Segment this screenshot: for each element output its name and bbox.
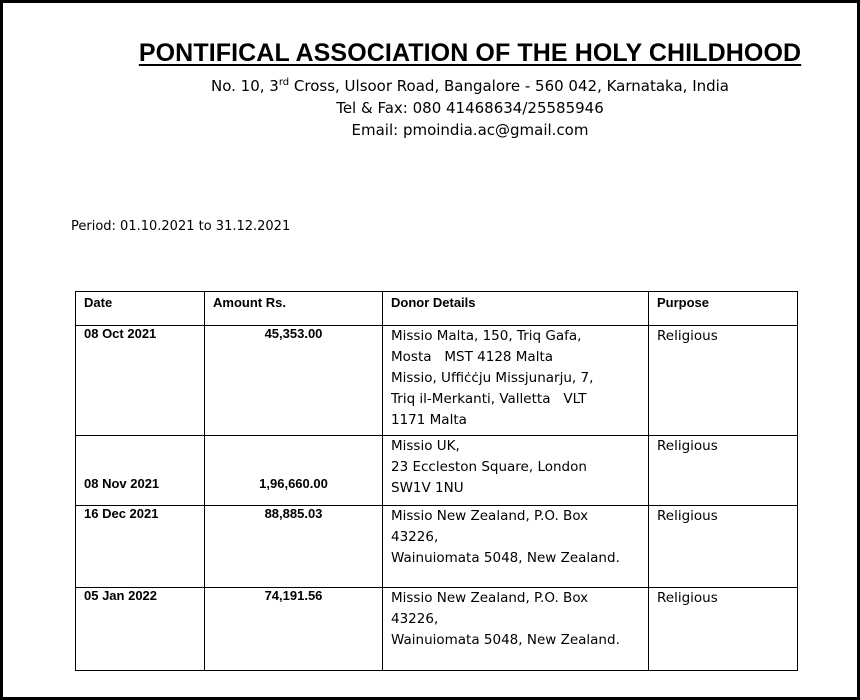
date-cell: 08 Oct 2021 bbox=[76, 326, 205, 436]
donor-line: Missio Malta, 150, Triq Gafa, bbox=[391, 328, 582, 344]
letterhead bbox=[3, 39, 857, 141]
donor-cell bbox=[383, 326, 649, 436]
date-cell: 05 Jan 2022 bbox=[76, 588, 205, 671]
donor-cell bbox=[383, 506, 649, 588]
donor-line: SW1V 1NU bbox=[391, 480, 464, 496]
header-amount: Amount Rs. bbox=[205, 292, 383, 326]
donor-line: Mosta MST 4128 Malta bbox=[391, 349, 554, 365]
donor-cell bbox=[383, 436, 649, 506]
tel-fax-line: Tel & Fax: 080 41468634/25585946 bbox=[336, 99, 604, 117]
address-superscript: rd bbox=[278, 77, 290, 88]
donor-line: Wainuiomata 5048, New Zealand. bbox=[391, 632, 620, 648]
header-date: Date bbox=[76, 292, 205, 326]
organization-title: PONTIFICAL ASSOCIATION OF THE HOLY CHILDHOOD bbox=[138, 39, 802, 67]
address-prefix: No. 10, 3 bbox=[210, 77, 279, 95]
table-row bbox=[76, 506, 798, 588]
table-header-row bbox=[76, 292, 798, 326]
donor-line: 23 Eccleston Square, London bbox=[391, 459, 587, 475]
donations-table bbox=[75, 291, 798, 671]
purpose-cell: Religious bbox=[649, 326, 798, 436]
donor-cell bbox=[383, 588, 649, 671]
donor-line: Missio New Zealand, P.O. Box bbox=[391, 590, 589, 606]
donor-line: 1171 Malta bbox=[391, 412, 467, 428]
date-cell: 16 Dec 2021 bbox=[76, 506, 205, 588]
address-line bbox=[43, 72, 860, 97]
amount-cell: 1,96,660.00 bbox=[205, 436, 383, 506]
table-row bbox=[76, 588, 798, 671]
purpose-cell: Religious bbox=[649, 436, 798, 506]
donor-line: Missio UK, bbox=[391, 438, 460, 454]
table-row bbox=[76, 326, 798, 436]
purpose-cell: Religious bbox=[649, 588, 798, 671]
donor-line: Missio, Uffiċċju Missjunarju, 7, bbox=[391, 370, 594, 386]
header-purpose: Purpose bbox=[649, 292, 798, 326]
donor-line: 43226, bbox=[391, 529, 439, 545]
donor-line: Missio New Zealand, P.O. Box bbox=[391, 508, 589, 524]
amount-cell: 74,191.56 bbox=[205, 588, 383, 671]
purpose-cell: Religious bbox=[649, 506, 798, 588]
donor-line: 43226, bbox=[391, 611, 439, 627]
donor-line: Wainuiomata 5048, New Zealand. bbox=[391, 550, 620, 566]
header-donor-details: Donor Details bbox=[383, 292, 649, 326]
email-line: Email: pmoindia.ac@gmail.com bbox=[351, 121, 589, 139]
address-suffix: Cross, Ulsoor Road, Bangalore - 560 042, Karnataka, India bbox=[289, 77, 730, 95]
date-cell: 08 Nov 2021 bbox=[76, 436, 205, 506]
table-row bbox=[76, 436, 798, 506]
amount-cell: 45,353.00 bbox=[205, 326, 383, 436]
period-label: Period: 01.10.2021 to 31.12.2021 bbox=[71, 219, 291, 234]
amount-cell: 88,885.03 bbox=[205, 506, 383, 588]
donor-line: Triq il-Merkanti, Valletta VLT bbox=[391, 391, 587, 407]
